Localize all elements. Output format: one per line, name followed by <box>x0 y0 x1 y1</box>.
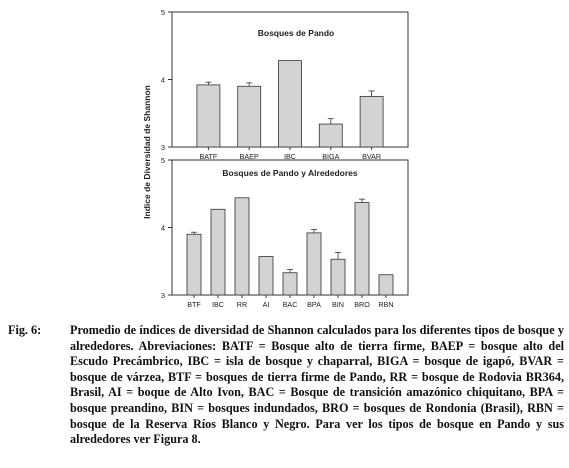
x-tick-label: BVAR <box>362 152 382 161</box>
y-tick-label: 4 <box>160 75 165 85</box>
bar-biga <box>319 124 342 147</box>
caption-label: Fig. 6: <box>8 323 42 337</box>
x-tick-label: BTF <box>187 300 201 309</box>
y-tick-label: 4 <box>160 223 165 233</box>
y-tick-label: 3 <box>160 291 165 300</box>
y-tick-label: 5 <box>160 8 165 17</box>
bar-rbn <box>379 275 393 295</box>
y-tick-label: 3 <box>160 143 165 152</box>
x-tick-label: RR <box>236 300 248 309</box>
panel-top-title: Bosques de Pando <box>257 28 335 38</box>
x-tick-label: AI <box>262 300 270 309</box>
y-axis-label: Indice de Diversidad de Shannon <box>142 85 152 219</box>
y-tick-label: 5 <box>160 156 165 165</box>
bar-bvar <box>360 96 383 147</box>
bar-rr <box>235 198 249 295</box>
panel-bottom-title: Bosques de Pando y Alrededores <box>222 168 358 178</box>
bar-btf <box>187 234 201 295</box>
x-tick-label: RBN <box>378 300 394 309</box>
bar-ai <box>259 257 273 295</box>
x-tick-label: BATF <box>199 152 218 161</box>
bar-ibc <box>211 209 225 295</box>
x-tick-label: IBC <box>212 300 224 309</box>
panel-bottom-marks <box>161 156 394 309</box>
bar-baep <box>238 86 261 147</box>
bar-ibc <box>279 61 302 147</box>
x-tick-label: BAEP <box>239 152 259 161</box>
bar-batf <box>197 85 220 147</box>
bar-bro <box>355 203 369 295</box>
x-tick-label: BRO <box>354 300 370 309</box>
x-tick-label: BIN <box>332 300 344 309</box>
caption-text: Promedio de índices de diversidad de Shannon calculados para los diferentes tipos de bosque y alrededores. Abreviaciones: BATF = Bosque alto de tierra firme, BAEP = bosque alto del Escudo Precámbrico, IBC = isla de bosque y chaparral, BIGA = bosque de igapó, BVAR = bosque de várzea, BTF = bosques de tierra firme de Pando, RR = bosque de Rodovia BR364, Brasil, AI = boque de Alto Ivon, BAC = Bosque de transición amazónico chiquitano, BPA = bosque preandino, BIN = bosques indundados, BRO = bosques de Rondonia (Brasil), RBN = bosque de la Reserva Ríos Blanco y Negro. Para ver los tipos de bosque en Pando y sus alrededores ver Figura 8. <box>70 323 564 447</box>
figure-caption <box>8 323 564 448</box>
bar-bpa <box>307 233 321 295</box>
bar-bin <box>331 259 345 295</box>
x-tick-label: BPA <box>307 300 321 309</box>
x-tick-label: BIGA <box>322 152 340 161</box>
bar-bac <box>283 273 297 295</box>
x-tick-label: BAC <box>282 300 298 309</box>
x-tick-label: IBC <box>284 152 296 161</box>
